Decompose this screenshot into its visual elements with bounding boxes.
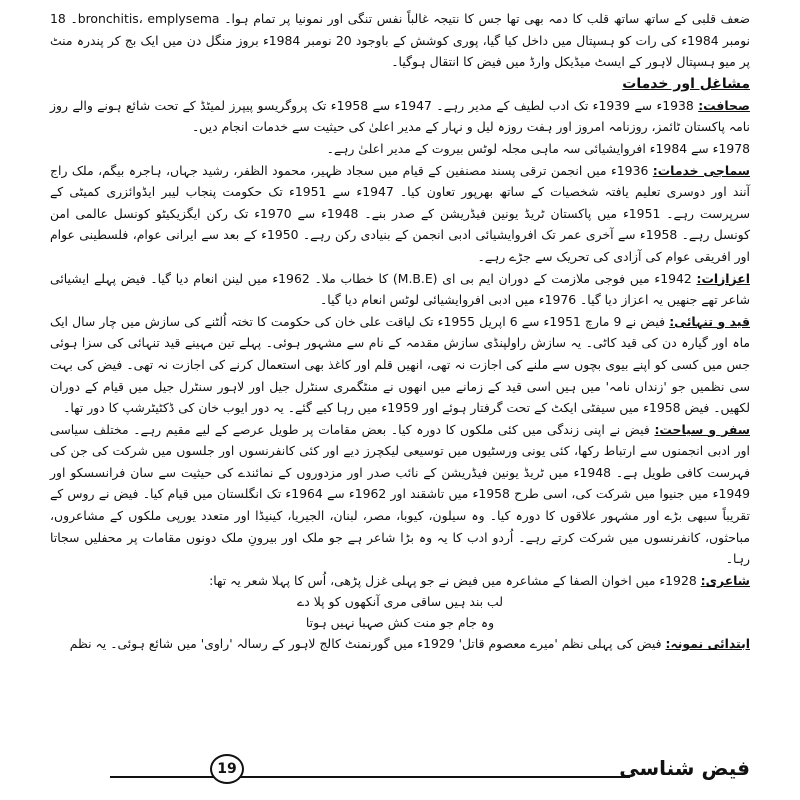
travel-paragraph	[50, 419, 750, 570]
journalism-paragraph-2: 1978ء سے 1984ء افروایشیائی سہ ماہی مجلہ لوٹس بیروت کے مدیر اعلیٰ رہے۔	[326, 140, 750, 156]
travel-text: فیض نے اپنی زندگی میں کئی ملکوں کا دورہ کیا۔ بعض مقامات پر طویل عرصے کے لیے مقیم رہے۔ مختلف سیاسی اور ادبی انجمنوں سے ارتباط رکھا، کئی یونی ورسٹیوں میں توسیعی لیکچرز دیے اور کئی کانفرنسوں اور جلسوں میں شرکت کی جن کی فہرست کافی طویل ہے۔ 1948ء میں ٹریڈ یونین فیڈریشن کے نائب صدر اور مزدوروں کے نمائندے کی حیثیت سے سان فرانسسکو اور 1949ء میں جنیوا میں شرکت کی، اسی طرح 1958ء میں تاشقند اور 1962ء سے 1964ء تک انگلستان میں قیام کیا۔ فیض نے روس کے تقریباً سبھی بڑے اور مشہور علاقوں کا دورہ کیا۔ وہ سیلون، کیوبا، مصر، لبنان، الجیریا، کینیڈا اور متعدد یورپی ملکوں کے مشاعروں، مباحثوں، کانفرنسوں میں شرکت کرتے رہے۔ اُردو ادب کا یہ وہ بڑا شاعر ہے جو ملک اور بیرونِ ملک دونوں مقامات پر محفلیں سجاتا رہا۔	[50, 421, 750, 567]
early-sample-text: فیض کی پہلی نظم 'میرے معصوم قاتل' 1929ء میں گورنمنٹ کالج لاہور کے رسالہ 'راوی' میں شائع ہوئی۔ یہ نظم	[69, 636, 662, 652]
awards-text: 1942ء میں فوجی ملازمت کے دوران ایم بی ای (M.B.E) کا خطاب ملا۔ 1962ء میں لینن انعام دیا گیا۔ فیض پہلے ایشیائی شاعر تھے جنھیں یہ اعزاز دیا گیا۔ 1976ء میں ادبی افروایشیائی لوٹس انعام دیا گیا۔	[50, 270, 750, 308]
section-heading: مشاغل اور خدمات	[622, 75, 750, 92]
document-page	[50, 8, 750, 792]
awards-paragraph	[50, 268, 750, 311]
imprisonment-label: قید و تنہائی:	[669, 313, 750, 329]
early-sample-paragraph	[50, 633, 750, 655]
poetry-label: شاعری:	[700, 572, 750, 588]
early-sample-label: ابتدائی نمونہ:	[665, 636, 750, 652]
page-footer	[50, 750, 750, 786]
social-services-paragraph	[50, 160, 750, 268]
imprisonment-text: فیض نے 9 مارچ 1951ء سے 6 اپریل 1955ء تک لیاقت علی خان کی حکومت کا تختہ اُلٹنے کی سازش میں چار سال ایک ماہ اور گیارہ دن کی قید کاٹی۔ یہ سازش راولپنڈی سازش مقدمہ کے نام سے مشہور ہوئی۔ پہلے تین مہینے قید تنہائی کی سزا ہوئی جس میں کسی کو اپنے بیوی بچوں سے ملنے کی اجازت نہ تھی، انھیں قلم اور کاغذ بھی استعمال کرنے کی اجازت نہ تھی۔ فیض کی بہت سی نظمیں جو 'زنداں نامہ' میں ہیں اسی قید کے زمانے میں انھوں نے منٹگمری سنٹرل جیل اور لاہور سنٹرل جیل میں قیام کے دوران لکھیں۔ فیض 1958ء میں سیفٹی ایکٹ کے تحت گرفتار ہوئے اور 1959ء میں رہا کیے گئے۔ یہ دور ایوب خان کی ڈکٹیٹرشپ کا دور تھا۔	[50, 313, 750, 416]
footer-book-title: فیض شناسی	[619, 756, 750, 780]
verse-line-1: لب بند ہیں ساقی مری آنکھوں کو پلا دے	[296, 594, 504, 610]
travel-label: سفر و سیاحت:	[654, 421, 750, 437]
awards-label: اعزازات:	[696, 270, 750, 286]
poetry-paragraph	[50, 570, 750, 592]
journalism-paragraph	[50, 95, 750, 138]
poetry-text: 1928ء میں اخوان الصفا کے مشاعرہ میں فیض نے جو پہلی غزل پڑھی، اُس کا پہلا شعر یہ تھا:	[209, 572, 697, 588]
journalism-text: 1938ء سے 1939ء تک ادب لطیف کے مدیر رہے۔ 1947ء سے 1958ء تک پروگریسو پیپرز لمیٹڈ کے تحت شائع ہونے والے روز نامہ پاکستان ٹائمز، روزنامہ امروز اور ہفت روزہ لیل و نہار کے مدیر اعلیٰ کی حیثیت سے خدمات انجام دیں۔	[50, 97, 750, 135]
social-services-text: 1936ء میں انجمن ترقی پسند مصنفین کے قیام میں سجاد ظہیر، محمود الظفر، رشید جہاں، ہاجرہ بیگم، ملک راج آنند اور دوسری تعلیم یافتہ شخصیات کے ساتھ بھرپور تعاون کیا۔ 1947ء سے 1951ء تک حکومت پنجاب لیبر ایڈوائزری کمیٹی کے سرپرست رہے۔ 1951ء میں پاکستان ٹریڈ یونین فیڈریشن کے صدر بنے۔ 1948ء سے 1970ء تک رکن ایگزیکیٹو کونسل عالمی امن کونسل رہے۔ 1958ء سے آخری عمر تک افروایشیائی ادبی انجمن کے بنیادی رکن رہے۔ 1950ء کے بعد سے ایرانی عوام، فلسطینی عوام اور افریقی عوام کی آزادی کی تحریک سے جڑے رہے۔	[50, 162, 750, 264]
intro-paragraph: ضعف قلبی کے ساتھ ساتھ قلب کا دمہ بھی تھا جس کا نتیجہ غالباً نفس تنگی اور نمونیا پر تمام ہوا۔ bronchitis، emplysema۔ 18 نومبر 1984ء کی رات کو ہسپتال میں داخل کیا گیا، پوری کوشش کے باوجود 20 نومبر 1984ء بروز منگل دن میں ایک بج کر پندرہ منٹ پر میو ہسپتال لاہور کے ایسٹ میڈیکل وارڈ میں فیض کا انتقال ہوگیا۔	[50, 11, 751, 70]
imprisonment-paragraph	[50, 311, 750, 419]
footer-rule	[110, 776, 630, 778]
social-services-label: سماجی خدمات:	[652, 162, 750, 178]
verse-line-2: وہ جام جو منت کش صہبا نہیں ہوتا	[305, 615, 495, 631]
journalism-label: صحافت:	[698, 97, 750, 113]
page-number-badge: 19	[210, 754, 244, 784]
